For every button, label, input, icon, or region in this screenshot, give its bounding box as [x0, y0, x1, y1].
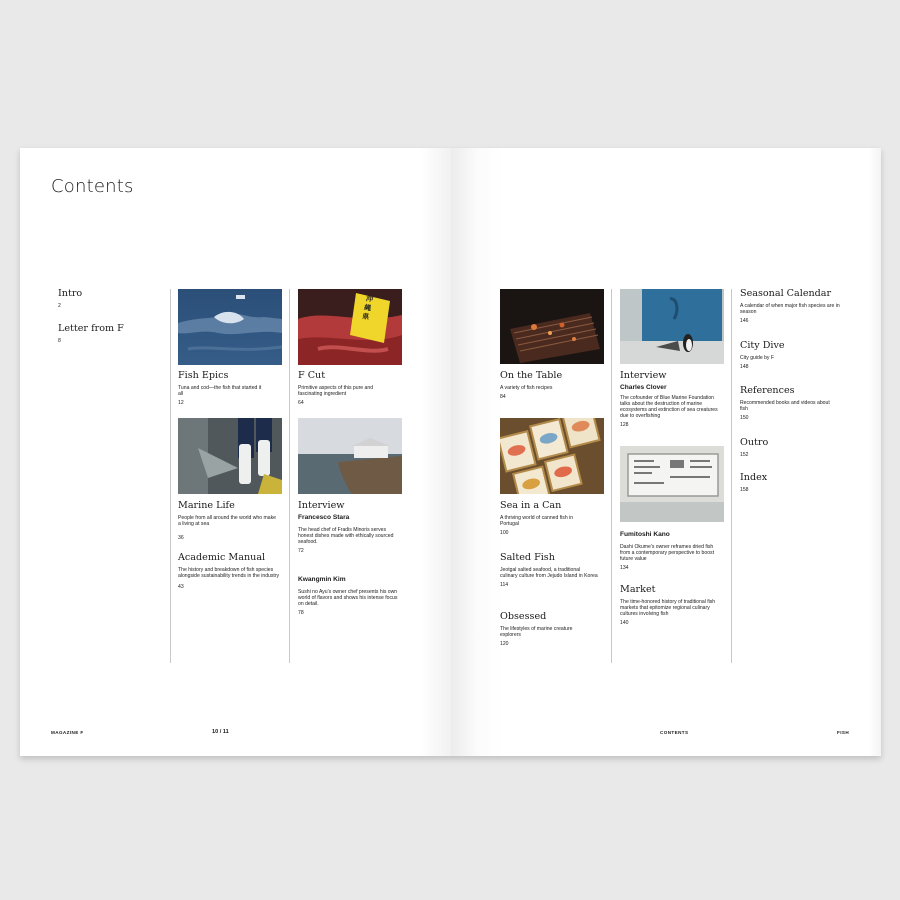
entry-description: Tuna and cod—the fish that started it all — [178, 385, 262, 398]
column-divider — [731, 289, 732, 663]
entry-description: Jeotgal salted seafood, a traditional culinary culture from Jejudo Island in Korea — [500, 567, 598, 580]
entry-title: References — [740, 385, 795, 396]
entry-title: Fish Epics — [178, 370, 229, 381]
toc-entry-outro[interactable] — [740, 437, 768, 459]
entry-title: Letter from F — [58, 323, 124, 334]
entry-page: 128 — [620, 422, 629, 429]
entry-title: Marine Life — [178, 500, 235, 511]
entry-description: A thriving world of canned fish in Portugal — [500, 515, 574, 528]
entry-page: 100 — [500, 530, 509, 537]
right-page — [451, 148, 881, 756]
entry-page: 64 — [298, 400, 304, 407]
entry-page: 140 — [620, 620, 629, 627]
entry-title: Market — [620, 584, 656, 595]
entry-title: F Cut — [298, 370, 326, 381]
left-page — [20, 148, 451, 756]
entry-page: 72 — [298, 548, 304, 555]
footer-issue-name: FISH — [837, 730, 850, 735]
entry-title: Index — [740, 472, 768, 483]
photo-on-the-table — [500, 289, 604, 364]
entry-title: Academic Manual — [178, 552, 266, 563]
entry-title: Interview — [298, 500, 345, 511]
entry-description: Dashi Okume's owner reframes dried fish from a contemporary perspective to boost future value — [620, 544, 714, 563]
entry-title: Intro — [58, 288, 83, 299]
entry-page: 36 — [178, 535, 184, 542]
magazine-spread — [20, 148, 881, 756]
toc-entry-academic-manual[interactable] — [178, 552, 282, 591]
entry-description: A calendar of when major fish species are in season — [740, 303, 840, 316]
entry-description: People from all around the world who make a living at sea — [178, 515, 276, 528]
toc-entry-on-the-table[interactable] — [500, 370, 604, 401]
toc-entry-city-dive[interactable] — [740, 340, 844, 371]
entry-subtitle: Fumitoshi Kano — [620, 531, 670, 538]
entry-page: 8 — [58, 338, 61, 344]
entry-page: 2 — [58, 303, 61, 309]
toc-entry-interview-stara[interactable] — [298, 500, 400, 555]
entry-subtitle: Francesco Stara — [298, 514, 350, 521]
photo-fish-epics — [178, 289, 282, 365]
photo-interview-clover — [620, 289, 724, 364]
entry-description: The time-honored history of traditional fish markets that epitomize regional culinary cultures involving fish — [620, 599, 716, 618]
entry-description: Sushi no Ayu's owner chef presents his own world of flavors and shows his intense focus on detail. — [298, 589, 398, 608]
toc-entry-fumitoshi-kano[interactable] — [620, 529, 718, 572]
entry-subtitle: Charles Clover — [620, 384, 667, 391]
entry-subtitle: Kwangmin Kim — [298, 576, 346, 583]
toc-entry-kwangmin-kim[interactable] — [298, 574, 402, 617]
entry-title: City Dive — [740, 340, 785, 351]
entry-page: 134 — [620, 565, 629, 572]
toc-entry-references[interactable] — [740, 385, 836, 422]
toc-entry-seasonal-calendar[interactable] — [740, 288, 844, 325]
entry-description: Recommended books and videos about fish — [740, 400, 830, 413]
photo-marine-life — [178, 418, 282, 494]
entry-page: 43 — [178, 584, 184, 591]
toc-entry-marine-life[interactable] — [178, 500, 280, 542]
photo-fumitoshi-kano — [620, 446, 724, 522]
entry-page: 146 — [740, 318, 749, 325]
entry-page: 78 — [298, 610, 304, 617]
toc-entry-sea-in-a-can[interactable] — [500, 500, 592, 537]
page-title: Contents — [51, 176, 134, 197]
footer-magazine-name: MAGAZINE F — [51, 730, 84, 735]
toc-entry-index[interactable] — [740, 472, 767, 494]
toc-entry-interview-clover[interactable] — [620, 370, 724, 429]
entry-title: Obsessed — [500, 611, 547, 622]
column-divider — [289, 289, 290, 663]
entry-page: 12 — [178, 400, 184, 407]
toc-entry-salted-fish[interactable] — [500, 552, 598, 589]
toc-entry-f-cut[interactable] — [298, 370, 390, 407]
entry-title: Salted Fish — [500, 552, 555, 563]
entry-page: 84 — [500, 394, 506, 401]
entry-description: The history and breakdown of fish species alongside sustainability trends in the industry — [178, 567, 280, 580]
entry-description: The lifestyles of marine creature explorers — [500, 626, 573, 639]
entry-page: 152 — [740, 452, 749, 458]
entry-page: 150 — [740, 415, 749, 422]
entry-title: Interview — [620, 370, 667, 381]
entry-page: 158 — [740, 487, 749, 493]
entry-description: A variety of fish recipes — [500, 385, 553, 391]
column-divider — [170, 289, 171, 663]
entry-title: Sea in a Can — [500, 500, 562, 511]
toc-entry-intro[interactable] — [58, 288, 82, 310]
entry-description: Primitive aspects of this pure and fascinating ingredient — [298, 385, 374, 398]
toc-entry-market[interactable] — [620, 584, 722, 627]
toc-entry-fish-epics[interactable] — [178, 370, 266, 407]
entry-page: 114 — [500, 582, 509, 589]
photo-sea-in-a-can — [500, 418, 604, 494]
footer-section-name: CONTENTS — [660, 730, 689, 735]
column-divider — [611, 289, 612, 663]
photo-f-cut — [298, 289, 402, 365]
page-numbers: 10 / 11 — [212, 729, 229, 735]
entry-description: The head chef of Fradis Minoris serves honest dishes made with ethically sourced seafood. — [298, 527, 394, 546]
entry-description: The cofounder of Blue Marine Foundation talks about the destruction of marine ecosystems and extinction of sea creatures due to overfishing — [620, 395, 718, 420]
entry-title: Seasonal Calendar — [740, 288, 832, 299]
toc-entry-letter-from-f[interactable] — [58, 323, 124, 345]
photo-interview-stara — [298, 418, 402, 494]
entry-title: Outro — [740, 437, 769, 448]
entry-title: On the Table — [500, 370, 563, 381]
entry-description: City guide by F — [740, 355, 774, 361]
entry-page: 120 — [500, 641, 509, 648]
toc-entry-obsessed[interactable] — [500, 611, 590, 648]
entry-page: 148 — [740, 364, 749, 371]
photo-label-text: 沖 縄 県 — [361, 295, 374, 322]
